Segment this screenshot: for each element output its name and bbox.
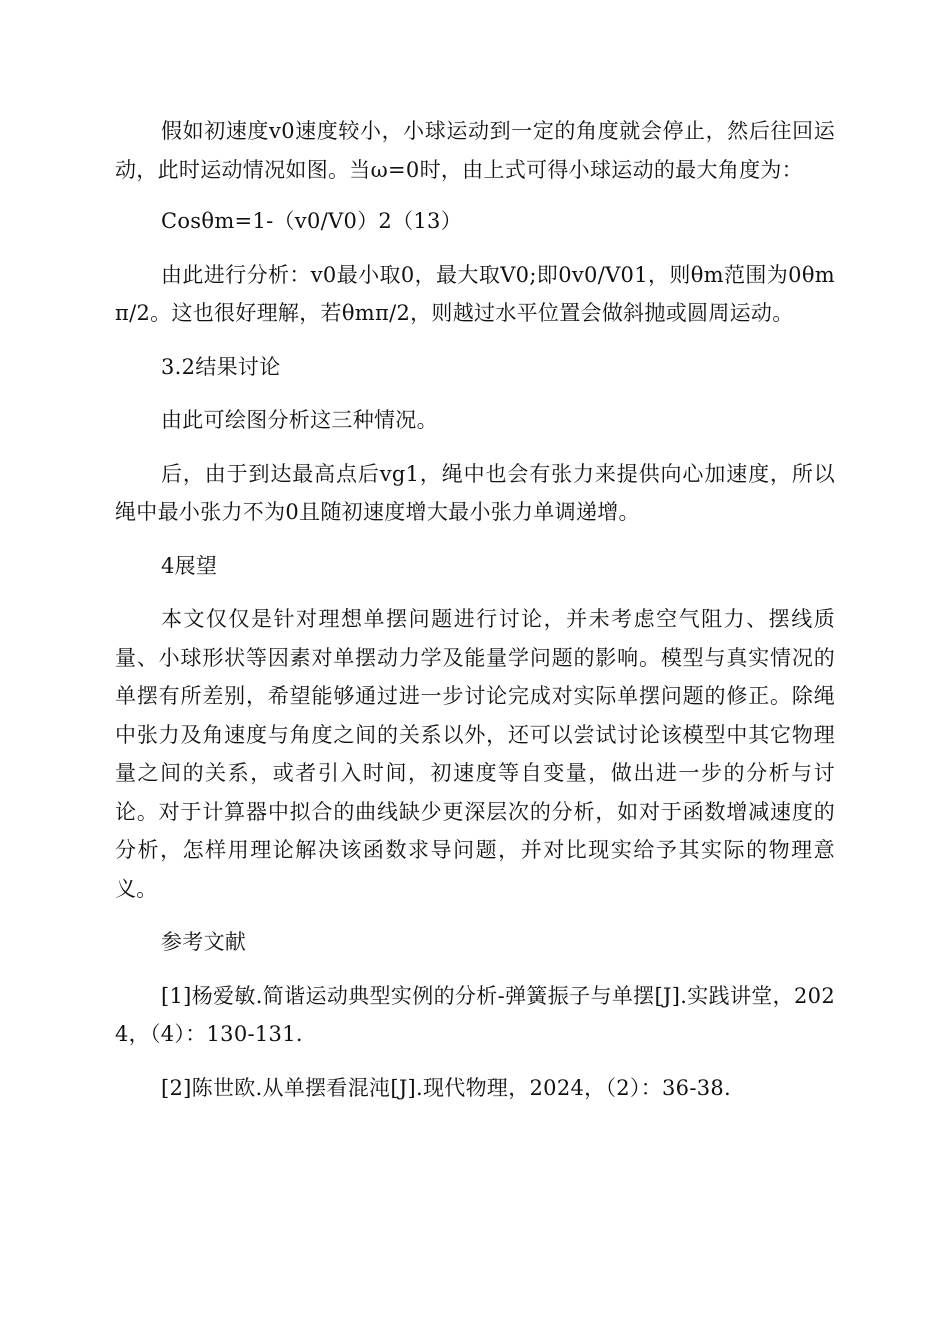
section-heading-3-2: 3.2结果讨论 xyxy=(161,354,281,379)
section-heading-4: 4展望 xyxy=(161,553,218,578)
references-heading: 参考文献 xyxy=(161,930,247,954)
reference-1: [1]杨爱敏.简谐运动典型实例的分析-弹簧振子与单摆[J].实践讲堂，2024，（4）：130-131. xyxy=(115,983,835,1046)
paragraph-analysis: 由此进行分析：v0最小取0，最大取V0;即0v0/V01，则θm范围为0θmπ/2。这也很好理解，若θmπ/2，则越过水平位置会做斜抛或圆周运动。 xyxy=(115,262,835,325)
paragraph-intro: 假如初速度v0速度较小，小球运动到一定的角度就会停止，然后往回运动，此时运动情况如图。当ω=0时，由上式可得小球运动的最大角度为： xyxy=(115,119,835,182)
reference-2: [2]陈世欧.从单摆看混沌[J].现代物理，2024，（2）：36-38. xyxy=(161,1075,732,1100)
formula-line: Cosθm=1-（v0/V0）2（13） xyxy=(161,209,463,233)
paragraph-draw: 由此可绘图分析这三种情况。 xyxy=(161,408,438,432)
document-body xyxy=(115,112,835,1107)
paragraph-after: 后，由于到达最高点后vg1，绳中也会有张力来提供向心加速度，所以绳中最小张力不为0且随初速度增大最小张力单调递增。 xyxy=(115,461,835,524)
paragraph-outlook: 本文仅仅是针对理想单摆问题进行讨论，并未考虑空气阻力、摆线质量、小球形状等因素对单摆动力学及能量学问题的影响。模型与真实情况的单摆有所差别，希望能够通过进一步讨论完成对实际单摆问题的修正。除绳中张力及角速度与角度之间的关系以外，还可以尝试讨论该模型中其它物理量之间的关系，或者引入时间，初速度等自变量，做出进一步的分析与讨论。对于计算器中拟合的曲线缺少更深层次的分析，如对于函数增减速度的分析，怎样用理论解决该函数求导问题，并对比现实给予其实际的物理意义。 xyxy=(115,607,835,901)
